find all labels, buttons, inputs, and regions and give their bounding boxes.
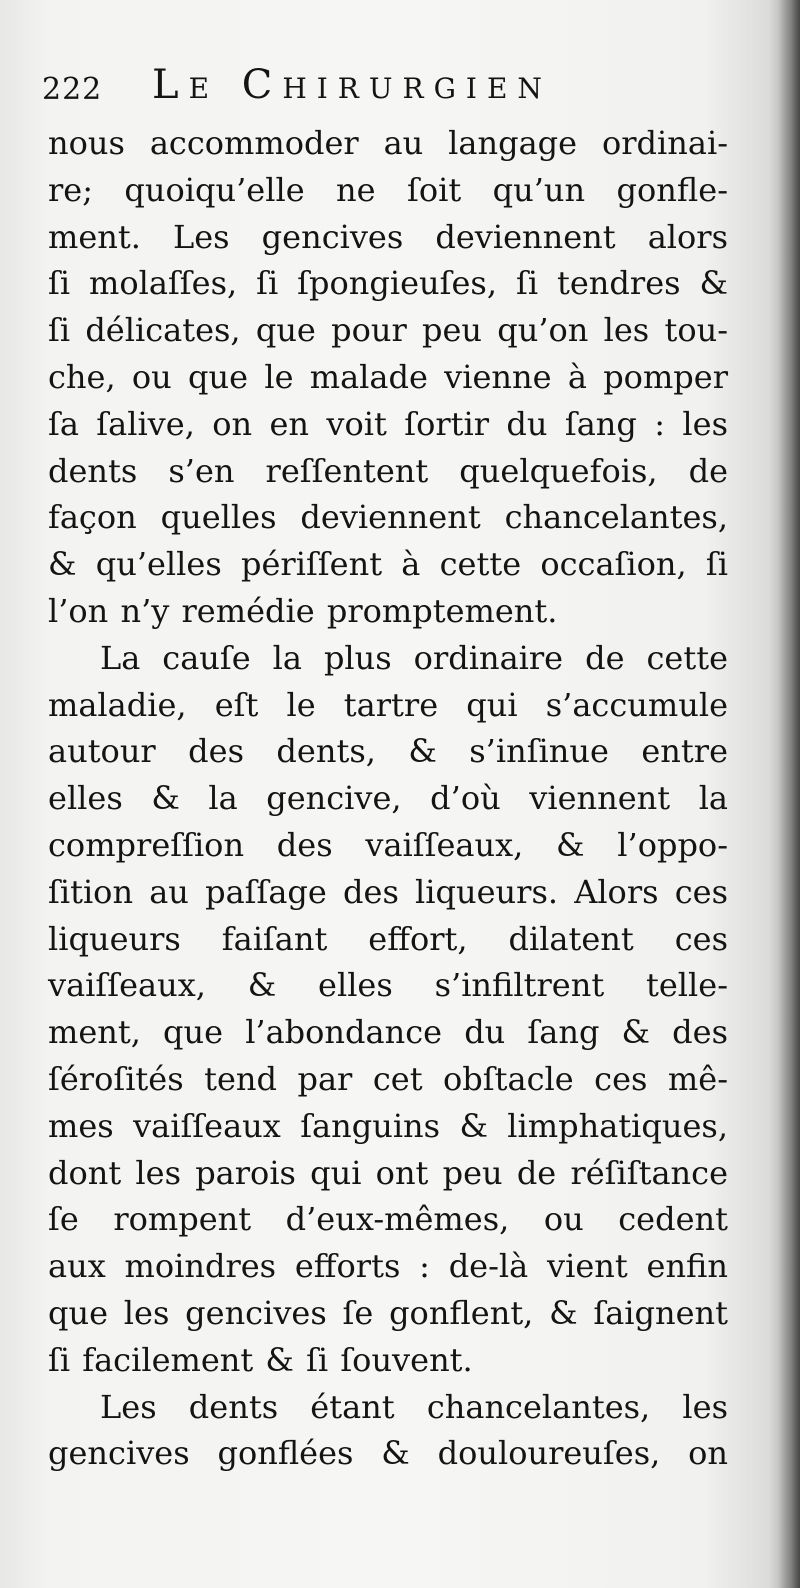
text-line: que les gencives ſe gonflent, & ſaignent — [48, 1293, 728, 1332]
text-line: maladie, eſt le tartre qui s’accumule — [48, 685, 728, 724]
text-line: ſi facilement & ſi ſouvent. — [48, 1340, 473, 1379]
running-title: Le Chirurgien — [152, 62, 552, 108]
page-number: 222 — [42, 72, 103, 107]
text-line: dont les parois qui ont peu de réſiſtance — [48, 1153, 728, 1192]
text-line: ment. Les gencives deviennent alors — [48, 217, 728, 256]
text-line: & qu’elles périſſent à cette occaſion, ſi — [48, 545, 728, 584]
text-line: nous accommoder au langage ordinai- — [48, 124, 728, 162]
page-edge-shadow — [778, 0, 800, 1588]
text-line: ſi délicates, que pour peu qu’on les tou- — [48, 311, 728, 350]
text-line: gencives gonflées & douloureuſes, on — [48, 1434, 728, 1473]
text-line: elles & la gencive, d’où viennent la — [48, 779, 728, 818]
page-header — [42, 62, 742, 112]
text-line: autour des dents, & s’inſinue entre — [48, 732, 728, 771]
text-line: façon quelles deviennent chancelantes, — [48, 498, 728, 537]
text-line: ſéroſités tend par cet obſtacle ces mê- — [48, 1059, 728, 1098]
text-line: re; quoiqu’elle ne ſoit qu’un gonfle- — [48, 170, 728, 209]
text-line: compreſſion des vaiſſeaux, & l’oppo- — [48, 825, 728, 864]
text-line: che, ou que le malade vienne à pomper — [48, 357, 728, 396]
body-text — [48, 120, 728, 1477]
paragraph-first-line: La cauſe la plus ordinaire de cette — [100, 638, 728, 677]
text-line: liqueurs faiſant effort, dilatent ces — [48, 919, 728, 958]
text-line: ſe rompent d’eux-mêmes, ou cedent — [48, 1200, 728, 1239]
text-line: aux moindres efforts : de-là vient enfin — [48, 1247, 728, 1286]
text-line: mes vaiſſeaux ſanguins & limphatiques, — [48, 1106, 728, 1145]
paragraph-first-line: Les dents étant chancelantes, les — [100, 1387, 728, 1426]
text-line: l’on n’y remédie promptement. — [48, 591, 558, 630]
text-line: dents s’en reſſentent quelquefois, de — [48, 451, 728, 490]
text-line: ſa ſalive, on en voit ſortir du ſang : les — [48, 404, 728, 443]
text-line: ſi molaſſes, ſi ſpongieuſes, ſi tendres & — [48, 264, 728, 303]
text-line: vaiſſeaux, & elles s’infiltrent telle- — [48, 966, 728, 1005]
text-line: ſition au paſſage des liqueurs. Alors ces — [48, 872, 728, 911]
text-line: ment, que l’abondance du ſang & des — [48, 1013, 728, 1052]
